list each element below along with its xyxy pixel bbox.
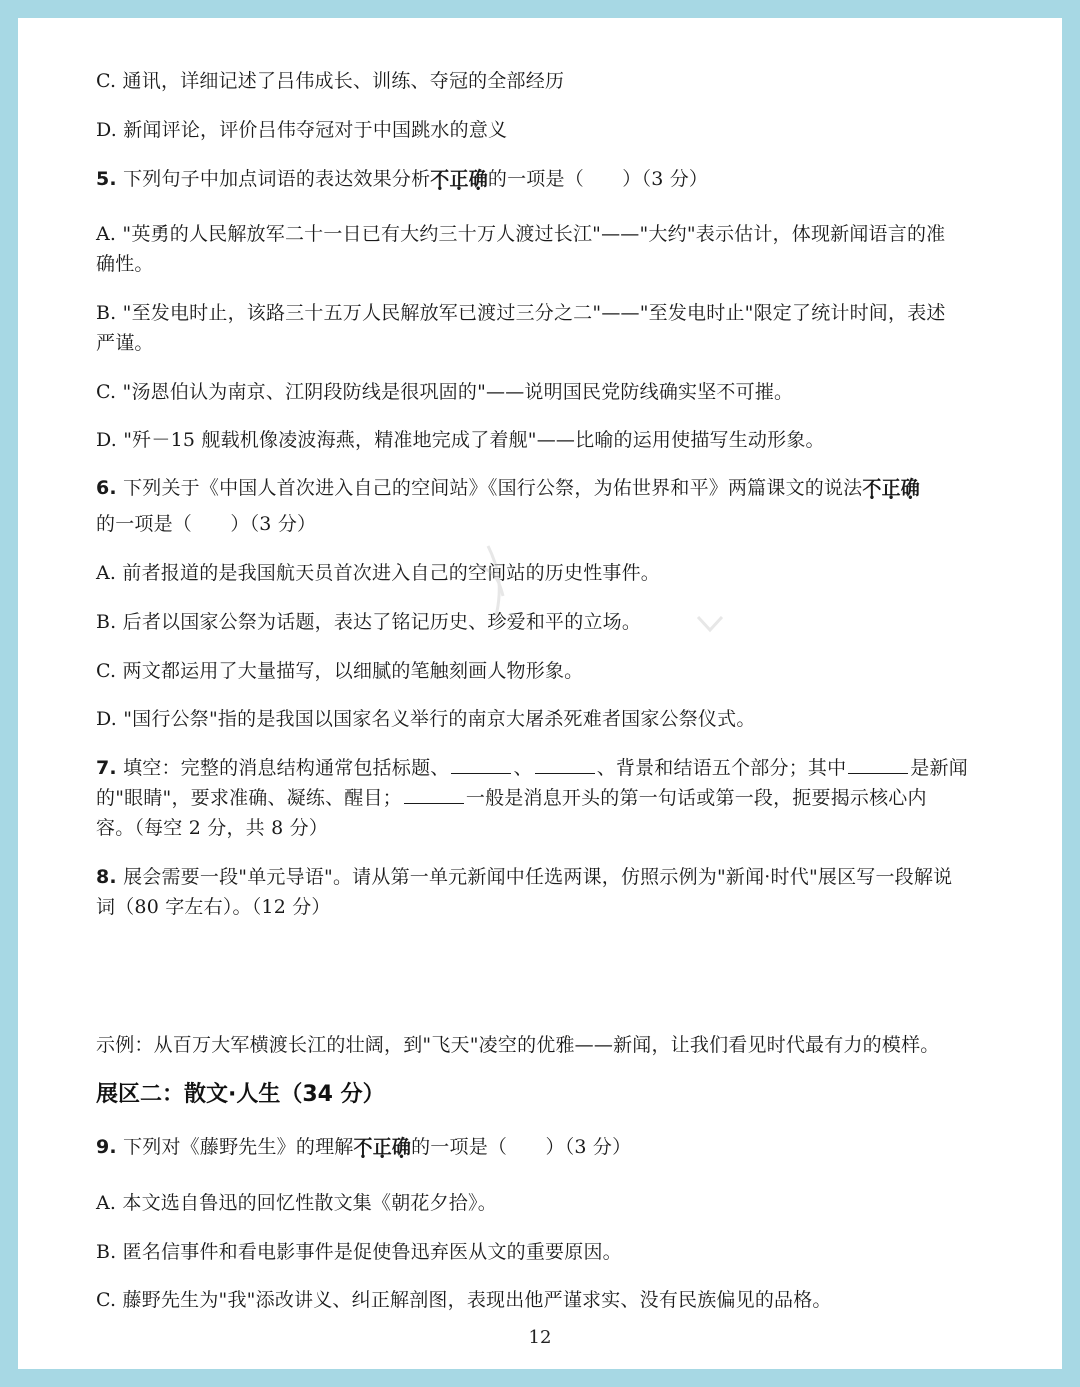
question-7-line3: 容。（每空 2 分，共 8 分） — [96, 817, 329, 839]
question-9 — [96, 1132, 991, 1162]
question-text: 的"眼睛"，要求准确、凝练、醒目； — [96, 787, 402, 809]
q6-option-a: A. 前者报道的是我国航天员首次进入自己的空间站的历史性事件。 — [96, 562, 661, 584]
question-text: 一般是消息开头的第一句话或第一段，扼要揭示核心内 — [465, 787, 927, 809]
q5-option-a-line1: A. "英勇的人民解放军二十一日已有大约三十万人渡过长江"——"大约"表示估计，体现新闻语言的准 — [96, 223, 946, 245]
q5-option-d: D. "歼－15 舰载机像凌波海燕，精准地完成了着舰"——比喻的运用使描写生动形象。 — [96, 429, 825, 451]
question-stem: 下列关于《中国人首次进入自己的空间站》《国行公祭，为佑世界和平》两篇课文的说法 — [116, 477, 863, 499]
q6-option-c: C. 两文都运用了大量描写，以细腻的笔触刻画人物形象。 — [96, 660, 584, 682]
question-number: 5. — [96, 168, 117, 190]
fill-blank-2[interactable] — [535, 755, 595, 774]
q9-option-b: B. 匿名信事件和看电影事件是促使鲁迅弃医从文的重要原因。 — [96, 1241, 622, 1263]
question-text: 、背景和结语五个部分；其中 — [596, 757, 847, 779]
question-6 — [96, 473, 991, 503]
dotted-char: 不 — [353, 1136, 373, 1158]
question-number: 9. — [96, 1136, 117, 1158]
dotted-char: 正 — [881, 477, 901, 499]
question-text: 是新闻 — [910, 757, 968, 779]
dotted-char: 正 — [372, 1136, 392, 1158]
dotted-char: 确 — [468, 168, 488, 190]
q5-option-b-line1: B. "至发电时止，该路三十五万人民解放军已渡过三分之二"——"至发电时止"限定了统计时间，表述 — [96, 302, 946, 324]
q6-option-d: D. "国行公祭"指的是我国以国家名义举行的南京大屠杀死难者国家公祭仪式。 — [96, 708, 756, 730]
question-stem: 下列句子中加点词语的表达效果分析 — [116, 168, 431, 190]
question-stem: 下列对《藤野先生》的理解 — [116, 1136, 354, 1158]
q5-option-a-line2: 确性。 — [96, 253, 154, 275]
document-page — [18, 18, 1062, 1369]
question-number: 8. — [96, 866, 117, 888]
q6-option-b: B. 后者以国家公祭为话题，表达了铭记历史、珍爱和平的立场。 — [96, 611, 642, 633]
question-stem-end: 的一项是（ ）（3 分） — [487, 168, 709, 190]
option-d-prev: D. 新闻评论，评价吕伟夺冠对于中国跳水的意义 — [96, 119, 508, 141]
q9-option-c: C. 藤野先生为"我"添改讲义、纠正解剖图，表现出他严谨求实、没有民族偏见的品格。 — [96, 1289, 832, 1311]
dotted-char: 确 — [391, 1136, 412, 1158]
question-number: 6. — [96, 477, 117, 499]
dotted-char: 确 — [900, 477, 920, 499]
q5-option-b-line2: 严谨。 — [96, 332, 154, 354]
dotted-char: 不 — [430, 168, 450, 190]
fill-blank-3[interactable] — [848, 755, 908, 774]
question-7 — [96, 753, 991, 783]
fill-blank-4[interactable] — [404, 785, 464, 804]
question-8-line2: 词（80 字左右）。（12 分） — [96, 896, 331, 918]
question-text: 填空：完整的消息结构通常包括标题、 — [116, 757, 450, 779]
question-number: 7. — [96, 757, 117, 779]
q9-option-a: A. 本文选自鲁迅的回忆性散文集《朝花夕拾》。 — [96, 1192, 497, 1214]
question-8 — [96, 862, 991, 892]
question-6-line2: 的一项是（ ）（3 分） — [96, 513, 317, 535]
page-number: 12 — [528, 1327, 552, 1348]
example-text: 示例：从百万大军横渡长江的壮阔，到"飞天"凌空的优雅——新闻，让我们看见时代最有力的模样。 — [96, 1034, 940, 1056]
question-5 — [96, 164, 991, 194]
q5-option-c: C. "汤恩伯认为南京、江阴段防线是很巩固的"——说明国民党防线确实坚不可摧。 — [96, 381, 794, 403]
question-7-line2 — [96, 783, 991, 813]
question-text: 、 — [513, 757, 533, 779]
dotted-char: 不 — [862, 477, 882, 499]
question-stem-end: 的一项是（ ）（3 分） — [411, 1136, 632, 1158]
fill-blank-1[interactable] — [451, 755, 511, 774]
option-c-prev: C. 通讯，详细记述了吕伟成长、训练、夺冠的全部经历 — [96, 70, 565, 92]
dotted-char: 正 — [449, 168, 469, 190]
section-heading: 展区二：散文·人生（34 分） — [96, 1082, 385, 1107]
question-text: 展会需要一段"单元导语"。请从第一单元新闻中任选两课，仿照示例为"新闻·时代"展区写一段解说 — [116, 866, 953, 888]
